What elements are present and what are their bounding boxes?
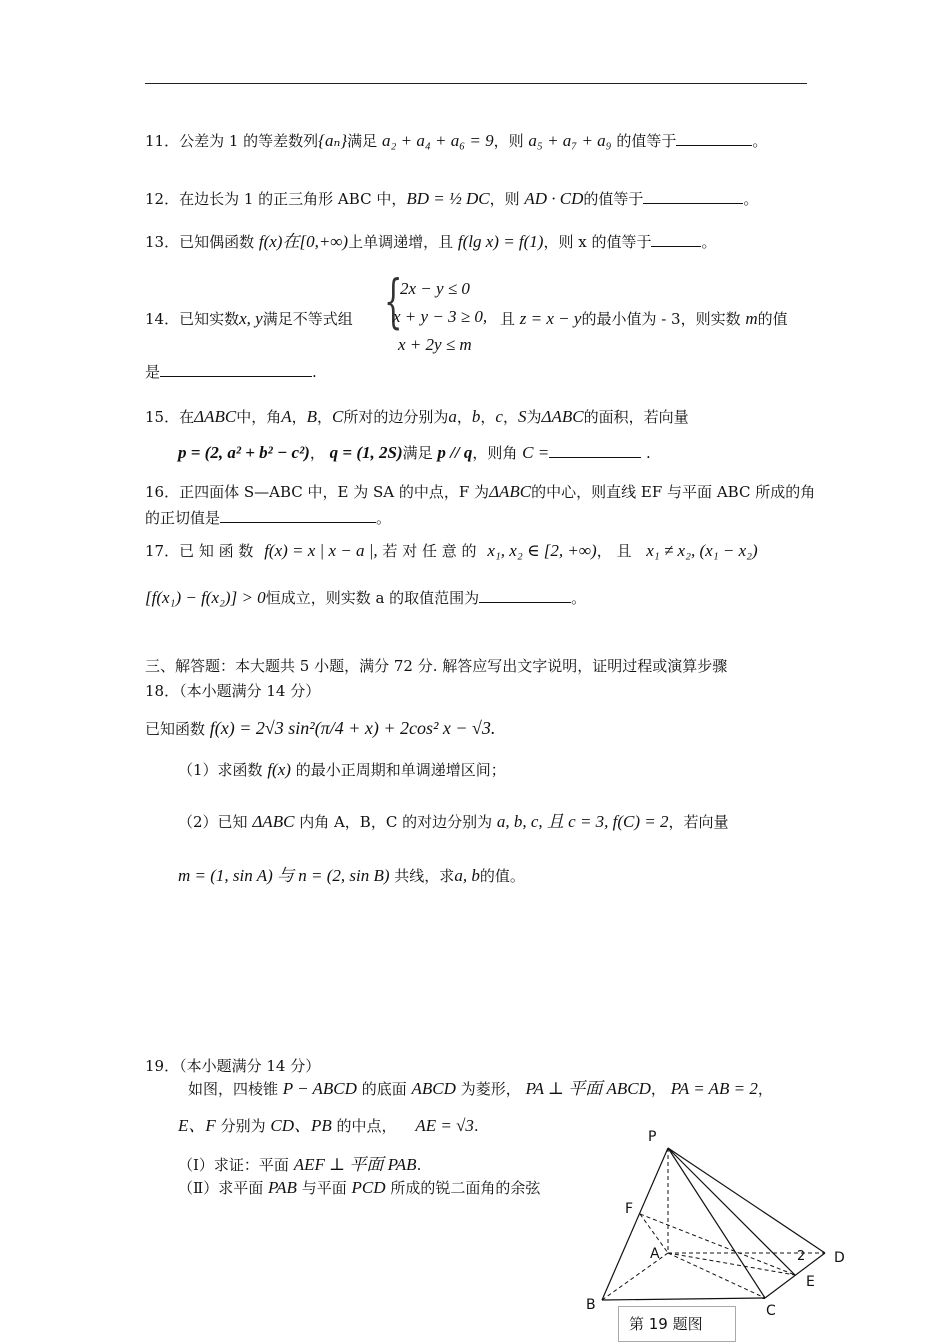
edge-PC	[668, 1148, 765, 1298]
q18-p1-f: f(x)	[267, 760, 291, 779]
q15-sep4: ，	[480, 408, 496, 426]
q13-answer-blank[interactable]	[651, 230, 701, 247]
q14-end: .	[312, 363, 317, 381]
q15-text4: 为	[526, 408, 542, 426]
q15-sep2: ，	[317, 408, 333, 426]
q11-text: 11．公差为 1 的等差数列	[145, 132, 319, 150]
q19-CDPB: CD、PB	[270, 1116, 332, 1135]
q17-function: f(x) = x | x − a |,	[264, 541, 378, 560]
q15-end: .	[646, 444, 651, 462]
edge-FE	[640, 1214, 795, 1275]
edge-PE	[668, 1148, 795, 1275]
q11-end: 。	[752, 132, 768, 150]
q16-text: 16．正四面体 S—ABC 中，E 为 SA 的中点，F 为	[145, 483, 490, 501]
label-D: D	[834, 1250, 845, 1266]
q12-text2: ，则	[489, 190, 520, 208]
q18-p2-text4: 共线，求	[394, 867, 455, 885]
q15-parallel: p // q	[437, 443, 473, 462]
q15-sep1: ，	[291, 408, 307, 426]
q15-b: b	[471, 407, 481, 426]
header-rule	[145, 83, 807, 84]
q12-formula1: BD = ½ DC	[406, 189, 490, 208]
q19-p1-end: .	[416, 1156, 422, 1174]
q15-C: C	[332, 407, 344, 426]
q19-p1-text: （Ⅰ）求证：平面	[178, 1156, 289, 1174]
q19-text4: 分别为	[220, 1117, 266, 1135]
q17-domain: x₁, x₂ ∈ [2, +∞)	[487, 541, 597, 560]
q14-text4: 的最小值为 - 3，则实数	[581, 310, 741, 328]
q19-statement	[188, 1077, 773, 1101]
label-A: A	[650, 1246, 660, 1262]
section-3-heading: 三、解答题：本大题共 5 小题，满分 72 分. 解答应写出文字说明，证明过程或演算步骤	[145, 657, 728, 675]
q15-answer-blank[interactable]	[549, 441, 641, 458]
q17-text2: 若 对 任 意 的	[382, 542, 477, 560]
q15-S: S	[517, 407, 527, 426]
q17-end: 。	[571, 589, 587, 607]
q11-formula2: a₅ + a₇ + a₉	[528, 131, 612, 150]
q19-part1	[178, 1153, 421, 1177]
q14-inequality-2: x + y − 3 ≥ 0,	[393, 307, 488, 326]
question-17-line2	[145, 586, 586, 610]
question-15-line2	[178, 441, 651, 465]
q17-text: 17．已 知 函 数	[145, 542, 254, 560]
q18-p2-text: （2）已知	[178, 813, 248, 831]
q12-formula2: AD · CD	[524, 189, 584, 208]
q12-text: 12．在边长为 1 的正三角形 ABC 中，	[145, 190, 407, 208]
label-F: F	[625, 1201, 634, 1217]
q13-formula2: f(lg x) = f(1)	[457, 232, 544, 251]
q19-statement-line2	[178, 1114, 479, 1138]
q15-triangle2: ΔABC	[541, 407, 584, 426]
question-14	[145, 307, 353, 331]
q19-p1-planes: AEF ⊥ 平面 PAB	[293, 1155, 417, 1174]
q19-pyramid: P − ABCD	[282, 1079, 357, 1098]
q15-text5: 的面积，若向量	[583, 408, 689, 426]
q18-part2-line2	[178, 864, 525, 888]
q18-part2	[178, 810, 729, 834]
edge-CD	[765, 1253, 825, 1298]
q15-sep5: ，	[502, 408, 518, 426]
question-12	[145, 187, 758, 211]
q18-p2-text2: 内角 A，B，C 的对边分别为	[299, 813, 493, 831]
q14-m: m	[745, 309, 758, 328]
label-2: 2	[797, 1249, 806, 1264]
q17-text4: 恒成立，则实数 a 的取值范围为	[265, 589, 480, 607]
q17-answer-blank[interactable]	[479, 586, 571, 603]
q15-text7: ，则角	[472, 444, 518, 462]
q14-objective: z = x − y	[519, 309, 582, 328]
q14-brace: {	[384, 267, 403, 335]
q14-text: 14．已知实数	[145, 310, 240, 328]
q15-sep6: ，	[309, 444, 325, 462]
q19-end: .	[473, 1117, 479, 1135]
q18-function: f(x) = 2√3 sin²(π/4 + x) + 2cos² x − √3.	[209, 718, 496, 738]
q18-p2-ab: a, b	[454, 866, 480, 885]
q15-text3: 所对的边分别为	[343, 408, 449, 426]
q11-text3: ，则	[493, 132, 524, 150]
q13-text: 13．已知偶函数	[145, 233, 255, 251]
q19-text: 如图，四棱锥	[188, 1080, 279, 1098]
q19-EF: E、F	[178, 1116, 216, 1135]
q14-vars: x, y	[239, 309, 263, 328]
edge-BC	[602, 1298, 765, 1300]
question-14-line2	[145, 360, 317, 384]
q19-p2-PCD: PCD	[351, 1178, 386, 1197]
figure-caption: 第 19 题图	[618, 1306, 736, 1342]
question-16-line2	[145, 506, 391, 530]
q14-text3: 且	[500, 310, 516, 328]
q18-p2-text3: ，若向量	[668, 813, 729, 831]
q11-text4: 的值等于	[616, 132, 677, 150]
q13-text2: 上单调递增，且	[348, 233, 454, 251]
q19-lengths: PA = AB = 2	[670, 1079, 758, 1098]
q19-sep2: ，	[757, 1080, 773, 1098]
q18-part1	[178, 758, 506, 782]
q15-B: B	[306, 407, 317, 426]
q15-vector-q: q = (1, 2S)	[329, 443, 403, 462]
question-11	[145, 129, 767, 153]
q18-text: 已知函数	[145, 720, 206, 738]
q15-sep3: ，	[456, 408, 472, 426]
q12-answer-blank[interactable]	[643, 187, 743, 204]
label-B: B	[586, 1297, 596, 1313]
q15-text6: 满足	[402, 444, 433, 462]
q18-title: 18．（本小题满分 14 分）	[145, 682, 321, 700]
q18-p2-triangle: ΔABC	[252, 812, 295, 831]
q14-inequality-1: 2x − y ≤ 0	[400, 279, 470, 298]
q19-part2	[178, 1176, 540, 1200]
q15-A: A	[281, 407, 292, 426]
q19-p2-text2: 与平面	[301, 1179, 347, 1197]
q12-text3: 的值等于	[583, 190, 644, 208]
label-E: E	[806, 1274, 815, 1290]
q18-p1-text2: 的最小正周期和单调递增区间；	[295, 761, 506, 779]
q18-p2-condition: a, b, c, 且 c = 3, f(C) = 2	[496, 812, 669, 831]
q15-vector-p: p = (2, a² + b² − c²)	[178, 443, 310, 462]
q13-text3: ，则 x 的值等于	[543, 233, 652, 251]
q18-p2-vectors: m = (1, sin A) 与 n = (2, sin B)	[178, 866, 390, 885]
q19-base: ABCD	[411, 1079, 456, 1098]
q15-triangle: ΔABC	[194, 407, 237, 426]
q19-sep1: ，	[650, 1080, 666, 1098]
label-P: P	[648, 1129, 657, 1145]
question-15	[145, 405, 689, 429]
q17-condition2: [f(x₁) − f(x₂)] > 0	[145, 588, 266, 607]
q12-end: 。	[743, 190, 759, 208]
q16-text3: 的正切值是	[145, 509, 221, 527]
q11-text2: 满足	[347, 132, 378, 150]
q18-p1-text: （1）求函数	[178, 761, 263, 779]
edge-PD	[668, 1148, 825, 1253]
q14-inequality-3: x + 2y ≤ m	[398, 335, 472, 354]
q19-perp: PA ⊥ 平面 ABCD	[525, 1079, 651, 1098]
question-16	[145, 480, 815, 504]
q19-AE: AE = √3	[415, 1116, 474, 1135]
q14-text2: 满足不等式组	[262, 310, 353, 328]
q16-answer-blank[interactable]	[220, 506, 376, 523]
question-14-cont	[500, 307, 788, 331]
q14-text6: 是	[145, 363, 161, 381]
q13-formula1: f(x)在[0,+∞)	[258, 232, 349, 251]
q11-answer-blank[interactable]	[676, 129, 752, 146]
q19-title: 19．（本小题满分 14 分）	[145, 1057, 321, 1075]
q15-c: c	[495, 407, 503, 426]
q13-end: 。	[701, 233, 717, 251]
question-17	[145, 539, 758, 563]
q11-seq: {aₙ}	[318, 131, 348, 150]
q19-p2-text3: 所成的锐二面角的余弦	[390, 1179, 541, 1197]
q19-text5: 的中点，	[336, 1117, 397, 1135]
q17-text3: ， 且	[596, 542, 632, 560]
q17-condition: x₁ ≠ x₂, (x₁ − x₂)	[646, 541, 758, 560]
q18-statement	[145, 716, 495, 741]
q16-end: 。	[376, 509, 392, 527]
question-13	[145, 230, 717, 254]
q14-text5: 的值	[757, 310, 788, 328]
q19-text2: 的底面	[361, 1080, 407, 1098]
q15-text2: 中，角	[236, 408, 282, 426]
q15-a: a	[448, 407, 457, 426]
q16-text2: 的中心，则直线 EF 与平面 ABC 所成的角	[531, 483, 816, 501]
q15-text: 15．在	[145, 408, 195, 426]
q11-formula1: a₂ + a₄ + a₆ = 9	[381, 131, 494, 150]
q19-text3: 为菱形，	[460, 1080, 521, 1098]
q19-p2-PAB: PAB	[267, 1178, 297, 1197]
q18-p2-text5: 的值。	[479, 867, 525, 885]
edge-PB	[602, 1148, 668, 1300]
q19-p2-text: （Ⅱ）求平面	[178, 1179, 264, 1197]
q15-C-eq: C =	[522, 443, 550, 462]
q14-answer-blank[interactable]	[160, 360, 312, 377]
label-C: C	[766, 1303, 776, 1319]
q16-triangle: ΔABC	[489, 482, 532, 501]
